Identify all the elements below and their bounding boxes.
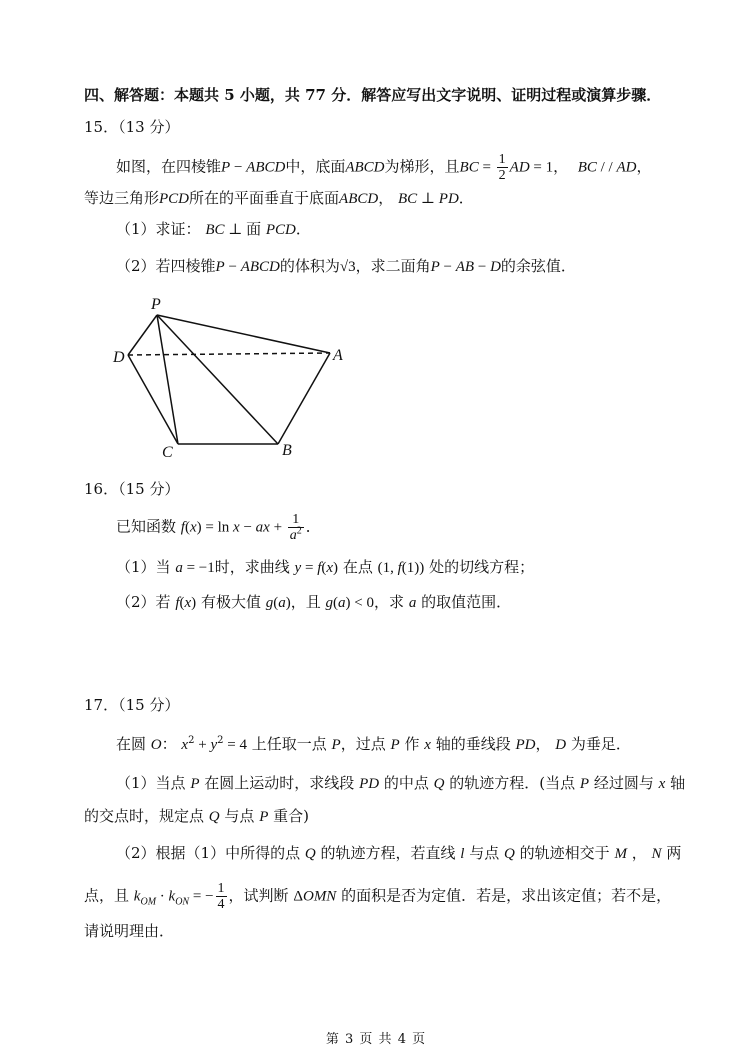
q15-label: 15．（13 分） [84,118,180,136]
q15-stem-line2: 等边三角形PCD所在的平面垂直于底面ABCD， BC ⊥ PD． [84,189,474,207]
edge-PA [157,315,330,353]
q15-stem-line1: 如图，在四棱锥P − ABCD中，底面ABCD为梯形，且BC = $\frac{1}{2}$ AD = 1， BC / / AD， [116,152,652,183]
page-footer: 第 3 页 共 4 页 [325,1032,427,1047]
vertex-B-label: B [282,442,292,459]
q17-sub2-line1: （2）根据（1）中所得的点 Q 的轨迹方程，若直线 l 与点 Q 的轨迹相交于 M ， N 两 [116,844,682,862]
q17-sub2-line2: 点，且 $k_{OM} \cdot k_{ON}$ = − $\frac{1}{4}$ ，试判断 ΔOMN 的面积是否为定值．若是，求出该定值；若不是， [84,881,672,912]
q15-sub1: （1）求证： BC ⊥ 面 PCD． [116,220,311,238]
q17-sub1-line1: （1）当点 P 在圆上运动时，求线段 PD 的中点 Q 的轨迹方程．(当点 P 经过圆与 x 轴 [116,774,686,792]
section-header: 四、解答题：本题共 5 小题，共 77 分．解答应写出文字说明、证明过程或演算步骤． [84,86,662,104]
q15-sub2: （2）若四棱锥P − ABCD的体积为√3，求二面角P − AB − D的余弦值． [116,257,576,275]
vertex-P-label: P [151,296,161,313]
q16-stem: 已知函数 f(x) = ln x − ax + $\frac{1}{a^2}$ ． [116,512,321,543]
pyramid-figure [100,292,360,464]
edge-DA-hidden [128,353,330,355]
q16-label: 16．（15 分） [84,480,180,498]
q17-stem: 在圆 O： $x^2 + y^2 = 4$ 上任取一点 P，过点 P 作 x 轴的垂线段 PD， D 为垂足． [116,735,631,753]
q17-sub2-line3: 请说明理由． [84,922,175,940]
vertex-D-label: D [113,349,125,366]
edge-BA [278,353,330,444]
vertex-A-label: A [333,347,343,364]
q17-sub1-line2: 的交点时，规定点 Q 与点 P 重合) [84,807,310,825]
vertex-C-label: C [162,444,173,461]
q16-sub1: （1）当 a = −1时，求曲线 y = f(x) 在点 (1, f(1)) 处的切线方程； [116,558,535,576]
edge-PD [128,315,157,355]
q16-sub2: （2）若 f(x) 有极大值 g(a)，且 g(a) < 0，求 a 的取值范围． [116,593,512,611]
q17-label: 17．（15 分） [84,696,180,714]
